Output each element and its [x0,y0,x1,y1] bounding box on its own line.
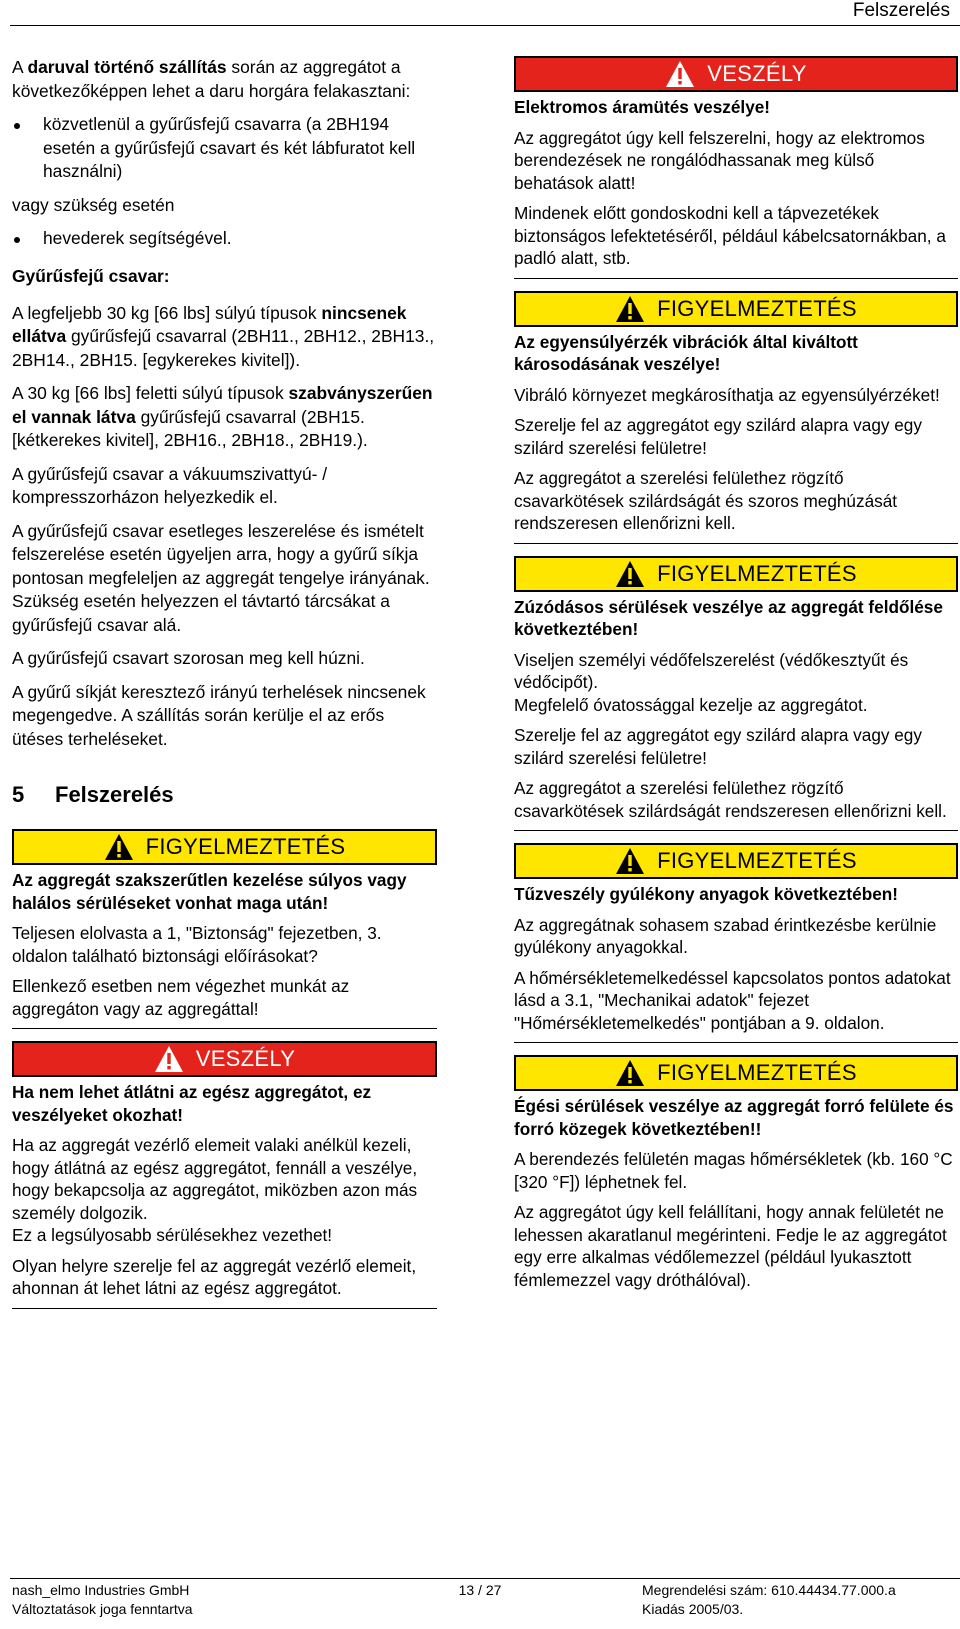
box-text: Szerelje fel az aggregátot egy szilárd alapra vagy egy szilárd szerelési felületre! [514,725,922,768]
list-item: hevederek segítségével. [12,227,437,251]
banner-label: FIGYELMEZTETÉS [657,560,857,586]
box-text: Az aggregátot úgy kell felállítani, hogy annak felületét ne lehessen akaratlanul megérinteni. Fedje le az aggregátot egy erre alkalmas védőlemezzel (például lyukasztott fémlemezzel vagy dróthálóval). [514,1202,947,1290]
box-text: Ez a legsúlyosabb sérülésekhez vezethet! [12,1225,333,1245]
box-body [12,865,437,1029]
crane-transport-intro: A daruval történő szállítás során az aggregátot a következőképpen lehet a daru horgára felakasztani: [12,57,411,101]
crane-options-list [12,113,437,184]
footer-company: nash_elmo Industries GmbH [12,1582,190,1598]
box-headline: Elektromos áramütés veszélye! [514,97,771,117]
box-text: Olyan helyre szerelje fel az aggregát vezérlő elemeit, ahonnan át lehet látni az egész aggregátot. [12,1255,417,1298]
warning-triangle-icon [615,560,645,588]
banner-label: FIGYELMEZTETÉS [657,1060,857,1085]
warning-banner [514,291,958,327]
box-text: Szerelje fel az aggregátot egy szilárd alapra vagy egy szilárd szerelési felületre! [514,415,922,458]
box-body [514,879,958,1043]
warning-box-improper-handling [12,829,437,1029]
warning-box-burns [514,1055,958,1291]
box-headline: Zúzódásos sérülések veszélye az aggregát feldőlése következtében! [514,596,943,639]
banner-label: VESZÉLY [707,61,807,86]
footer-left [12,1581,193,1619]
footer-right [642,1581,896,1619]
box-text: Ha az aggregát vezérlő elemeit valaki anélkül kezeli, hogy átlátná az egész aggregátot, fennáll a veszélye, hogy bekapcsolja az aggregátot, miközben azon más személy dolgozik. [12,1135,418,1223]
footer-rule [10,1578,960,1579]
warning-triangle-icon [615,295,645,323]
warning-banner [12,829,437,865]
footer-page-number: 13 / 27 [458,1582,502,1598]
box-body [514,327,958,544]
danger-box-visibility [12,1041,437,1309]
eyebolt-paragraph-3: A gyűrűsfejű csavar a vákuumszivattyú- / kompresszorházon helyezkedik el. [12,463,328,507]
eyebolt-paragraph-2: A 30 kg [66 lbs] feletti súlyú típusok szabványszerűen el vannak látva gyűrűsfejű csavarral (2BH15. [kétkerekes kivitel], 2BH16., 2BH18., 2BH19.). [12,383,433,450]
crane-options-list-2 [12,227,437,251]
box-headline: Az aggregát szakszerűtlen kezelése súlyos vagy halálos sérüléseket vonhat maga után! [12,870,407,913]
warning-box-vibration [514,291,958,544]
danger-box-electric-shock [514,56,958,279]
box-body [514,92,958,279]
list-item: közvetlenül a gyűrűsfejű csavarra (a 2BH194 esetén a gyűrűsfejű csavart és két lábfuratot kell használni) [12,113,437,184]
box-text-group [12,1134,437,1247]
banner-label: VESZÉLY [195,1046,296,1071]
box-text: Viseljen személyi védőfelszerelést (védőkesztyűt és védőcipőt). [514,649,909,692]
box-headline: Égési sérülések veszélye az aggregát forró felülete és forró közegek következtében!! [514,1096,954,1139]
eyebolt-paragraph-4: A gyűrűsfejű csavar esetleges leszerelése és ismételt felszerelése esetén ügyeljen arra, hogy a gyűrű síkja pontosan megfeleljen az aggregát tengelye irányának. Szükség esetén helyezzen el távtartó tárcsákat a gyűrűsfejű csavar alá. [12,520,430,635]
warning-box-fire [514,843,958,1043]
right-column [514,56,958,1303]
footer-order-number: Megrendelési szám: 610.44434.77.000.a [642,1582,896,1598]
box-headline: Ha nem lehet átlátni az egész aggregátot, ez veszélyeket okozhat! [12,1082,372,1125]
box-text: Ellenkező esetben nem végezhet munkát az aggregáton vagy az aggregáttal! [12,976,350,1019]
box-body [12,1077,437,1309]
warning-triangle-icon [154,1045,184,1073]
box-text: Mindenek előtt gondoskodni kell a tápvezetékek biztonságos lefektetéséről, például kábelcsatornákban, a padló alatt, stb. [514,203,946,268]
warning-triangle-icon [104,833,134,861]
eyebolt-paragraph-1: A legfeljebb 30 kg [66 lbs] súlyú típusok nincsenek ellátva gyűrűsfejű csavarral (2BH11., 2BH12., 2BH13., 2BH14., 2BH15. [egykerekes kivitel]). [12,302,435,370]
or-text: vagy szükség esetén [12,194,175,215]
box-text: Teljesen elolvasta a 1, "Biztonság" fejezetben, 3. oldalon található biztonsági előírásokat? [12,923,382,966]
box-text: Az aggregátnak sohasem szabad érintkezésbe kerülnie gyúlékony anyagokkal. [514,914,937,957]
danger-banner [514,56,958,92]
banner-label: FIGYELMEZTETÉS [657,848,857,873]
box-text: Az aggregátot a szerelési felülethez rögzítő csavarkötések szilárdságát rendszeresen ellenőrizni kell. [514,778,947,821]
page-header-title: Felszerelés [852,0,950,21]
eyebolt-subheading: Gyűrűsfejű csavar: [12,265,170,286]
box-text: Vibráló környezet megkárosíthatja az egyensúlyérzéket! [514,384,940,405]
box-body [514,592,958,832]
warning-triangle-icon [615,847,645,875]
warning-banner [514,556,958,592]
box-text: A berendezés felületén magas hőmérsékletek (kb. 160 °C [320 °F]) léphetnek fel. [514,1149,953,1192]
eyebolt-paragraph-5: A gyűrűsfejű csavart szorosan meg kell húzni. [12,648,365,668]
box-text-group [514,649,958,717]
footer-rights: Változtatások joga fenntartva [12,1601,193,1617]
banner-label: FIGYELMEZTETÉS [657,295,857,321]
box-text: Az aggregátot a szerelési felülethez rögzítő csavarkötések szilárdságát és szoros meghúzását rendszeresen ellenőrizni kell. [514,468,898,533]
box-text: A hőmérsékletemelkedéssel kapcsolatos pontos adatokat lásd a 3.1, "Mechanikai adatok" fejezet "Hőmérsékletemelkedés" pontjában a 9. oldalon. [514,967,951,1033]
box-headline: Tűzveszély gyúlékony anyagok következtében! [514,884,898,904]
box-text: Az aggregátot úgy kell felszerelni, hogy az elektromos berendezések ne rongálódhassanak meg külső behatások alatt! [514,127,925,193]
warning-triangle-icon [665,60,695,88]
footer-edition: Kiadás 2005/03. [642,1601,744,1617]
warning-triangle-icon [615,1059,645,1087]
danger-banner [12,1041,437,1077]
banner-label: FIGYELMEZTETÉS [145,834,346,859]
left-column [12,56,437,1321]
box-body [514,1091,958,1291]
warning-box-tipping [514,556,958,832]
header-rule [10,25,960,26]
warning-banner [514,843,958,879]
eyebolt-paragraph-6: A gyűrű síkját keresztező irányú terhelések nincsenek megengedve. A szállítás során kerülje el az erős ütéses terheléseket. [12,681,426,749]
box-text: Megfelelő óvatossággal kezelje az aggregátot. [514,694,868,715]
warning-banner [514,1055,958,1091]
section-heading: 5 Felszerelés [12,782,174,807]
box-headline: Az egyensúlyérzék vibrációk által kiváltott károsodásának veszélye! [514,331,858,374]
